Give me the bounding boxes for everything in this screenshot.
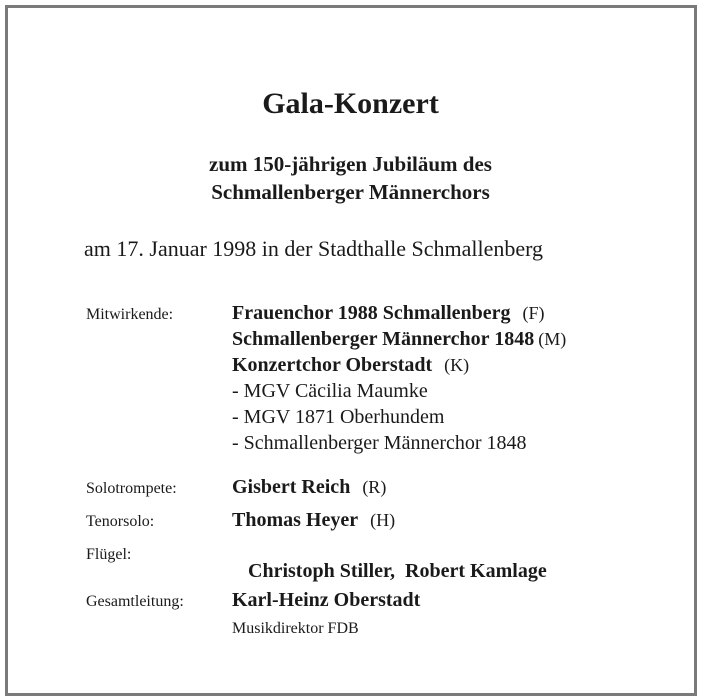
choir-abbr: (K) xyxy=(444,355,470,375)
sub-choir-item: - MGV Cäcilia Maumke xyxy=(232,380,428,402)
performer-abbr: (H) xyxy=(370,510,396,530)
page-title: Gala-Konzert xyxy=(262,87,439,120)
choir-entry xyxy=(232,302,545,325)
choir-name: Frauenchor 1988 Schmallenberg xyxy=(232,302,511,324)
performer-name: Gisbert Reich xyxy=(232,476,351,498)
sub-choir-item: - Schmallenberger Männerchor 1848 xyxy=(232,432,527,454)
choir-name: Schmallenberger Männerchor 1848 xyxy=(232,328,535,350)
choir-name: Konzertchor Oberstadt xyxy=(232,354,433,376)
sub-choir-item: - MGV 1871 Oberhundem xyxy=(232,406,445,428)
gesamtleitung-label: Gesamtleitung: xyxy=(86,593,184,610)
choir-entry xyxy=(232,354,469,377)
conductor-name: Karl-Heinz Oberstadt xyxy=(232,589,421,611)
solotrompete-label: Solotrompete: xyxy=(86,480,177,497)
performer-name: Christoph Stiller, Robert Kamlage xyxy=(248,560,547,582)
choir-abbr: (M) xyxy=(538,329,567,349)
choir-abbr: (F) xyxy=(522,303,545,323)
fluegel-label: Flügel: xyxy=(86,546,132,563)
tenorsolo-label: Tenorsolo: xyxy=(86,513,155,530)
subtitle-line-2: Schmallenberger Männerchors xyxy=(211,180,490,204)
performer-abbr: (R) xyxy=(362,477,387,497)
choir-entry xyxy=(232,328,566,351)
conductor-title: Musikdirektor FDB xyxy=(232,620,359,637)
gesamtleitung-value xyxy=(232,589,420,612)
subtitle-line-1: zum 150-jährigen Jubiläum des xyxy=(209,152,492,176)
mitwirkende-label: Mitwirkende: xyxy=(86,306,174,323)
subtitle xyxy=(0,150,701,206)
date-location-line: am 17. Januar 1998 in der Stadthalle Schmallenberg xyxy=(84,236,544,261)
solotrompete-value xyxy=(232,476,386,499)
tenorsolo-value xyxy=(232,509,395,532)
performer-name: Thomas Heyer xyxy=(232,509,359,531)
